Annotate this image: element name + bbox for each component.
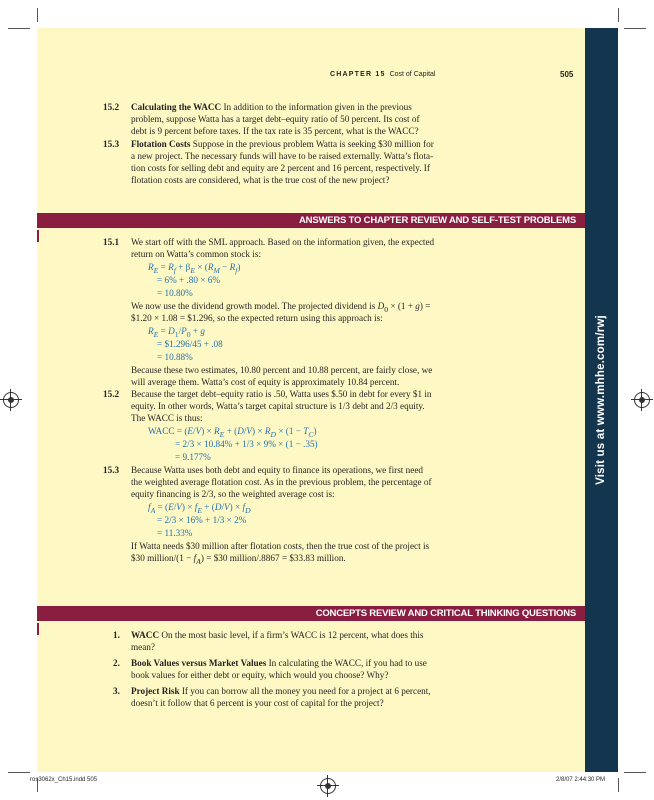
equation-dgm: $R_E = D_1/P_0 + g$ (148, 326, 205, 339)
answer-number: 15.3 (103, 465, 120, 475)
answer-text: return on Watta’s common stock is: (131, 249, 261, 259)
crop-mark (618, 778, 619, 792)
problem-text: a new project. The necessary funds will have to be raised externally. Watta’s flota- (131, 151, 434, 161)
registration-mark (3, 392, 19, 408)
equation-sml: $R_E = R_f + \beta_E \times (R_M - R_f)$ (148, 262, 241, 275)
question-text: On the most basic level, if a firm’s WACC is 12 percent, what does this (161, 630, 424, 640)
equation-line: = 10.88% (157, 352, 193, 362)
problem-text: tion costs for selling debt and equity are 2 percent and 16 percent, respectively. If (131, 163, 430, 173)
crop-mark (8, 772, 30, 773)
question-text: In calculating the WACC, if you had to use (268, 658, 427, 668)
equation-line: = $1.296/45 + .08 (157, 339, 223, 349)
section-title: Cost of Capital (389, 71, 436, 78)
section-heading: CONCEPTS REVIEW AND CRITICAL THINKING QUESTIONS (315, 608, 576, 619)
crop-mark (624, 772, 646, 773)
band-accent (37, 230, 39, 242)
problem-text: Suppose in the previous problem Watta is seeking $30 million for (192, 139, 434, 149)
answer-text: equity financing is 2/3, so the weighted average cost is: (131, 489, 335, 499)
answer-text: We start off with the SML approach. Based on the information given, the expected (131, 237, 435, 247)
answer-text: Because the target debt–equity ratio is .50, Watta uses $.50 in debt for every $1 in (131, 389, 432, 399)
equation-wacc: WACC = $(E/V) \times R_E + (D/V) \times R_D \times (1 - T_C)$ (148, 426, 317, 439)
problem-heading: Flotation Costs (131, 139, 191, 149)
question-heading: WACC (131, 630, 160, 640)
footer-file-name: ros3062x_Ch15.indd 505 (30, 777, 98, 783)
concepts-section-band (37, 606, 585, 621)
crop-mark (618, 8, 619, 22)
registration-mark (320, 778, 336, 794)
section-heading: ANSWERS TO CHAPTER REVIEW AND SELF-TEST PROBLEMS (299, 215, 576, 226)
equation-line: = 11.33% (157, 528, 193, 538)
page-number: 505 (560, 70, 574, 79)
crop-mark (37, 8, 38, 22)
equation-line: = 2/3 × 16% + 1/3 × 2% (157, 515, 247, 525)
question-text: If you can borrow all the money you need for a project at 6 percent, (181, 686, 431, 696)
crop-mark (8, 28, 30, 29)
question-number: 1. (113, 630, 120, 640)
equation-line: = 9.177% (175, 452, 211, 462)
registration-mark (634, 392, 650, 408)
band-accent (37, 623, 39, 635)
problem-heading: Calculating the WACC (131, 102, 222, 112)
running-head (330, 71, 436, 78)
answer-text: equity. In other words, Watta’s target capital structure is 1/3 debt and 2/3 equity. (131, 401, 425, 411)
question-text: mean? (131, 642, 155, 652)
answer-number: 15.1 (103, 237, 120, 247)
equation-flotation: $f_A = (E/V) \times f_E + (D/V) \times f_D$ (148, 502, 251, 515)
question-text: book values for either debt or equity, which would you choose? Why? (131, 670, 389, 680)
sidebar-url-text: Visit us at www.mhhe.com/rwj (595, 315, 607, 485)
answer-text: The WACC is thus: (131, 413, 203, 423)
problem-text: In addition to the information given in the previous (223, 102, 412, 112)
equation-line: = 6% + .80 × 6% (157, 275, 221, 285)
answer-text: If Watta needs $30 million after flotation costs, then the true cost of the project is (131, 541, 430, 551)
answer-text: will average them. Watta’s cost of equity is approximately 10.84 percent. (131, 377, 400, 387)
answers-section-band (37, 213, 585, 228)
problem-number: 15.2 (103, 102, 120, 112)
answer-text: the weighted average flotation cost. As in the previous problem, the percentage of (131, 477, 432, 487)
equation-line: = 10.80% (157, 288, 193, 298)
problem-text: debt is 9 percent before taxes. If the tax rate is 35 percent, what is the WACC? (131, 126, 419, 136)
question-heading: Project Risk (131, 686, 180, 696)
problem-text: problem, suppose Watta has a target debt–equity ratio of 50 percent. Its cost of (131, 114, 420, 124)
footer-timestamp: 2/8/07 2:44:30 PM (556, 777, 606, 783)
question-text: doesn’t it follow that 6 percent is your cost of capital for the project? (131, 698, 384, 708)
question-number: 3. (113, 686, 120, 696)
answer-text: Because these two estimates, 10.80 percent and 10.88 percent, are fairly close, we (131, 365, 433, 375)
problem-text: flotation costs are considered, what is the true cost of the new project? (131, 175, 390, 185)
problem-number: 15.3 (103, 139, 120, 149)
chapter-label: CHAPTER 15 (330, 71, 386, 78)
equation-line: = 2/3 × 10.84% + 1/3 × 9% × (1 − .35) (175, 439, 318, 449)
question-heading: Book Values versus Market Values (131, 658, 267, 668)
question-number: 2. (113, 658, 120, 668)
answer-number: 15.2 (103, 389, 120, 399)
crop-mark (624, 28, 646, 29)
answer-text: Because Watta uses both debt and equity to finance its operations, we first need (131, 465, 423, 475)
answer-text: $1.20 × 1.08 = $1.296, so the expected return using this approach is: (131, 313, 383, 323)
